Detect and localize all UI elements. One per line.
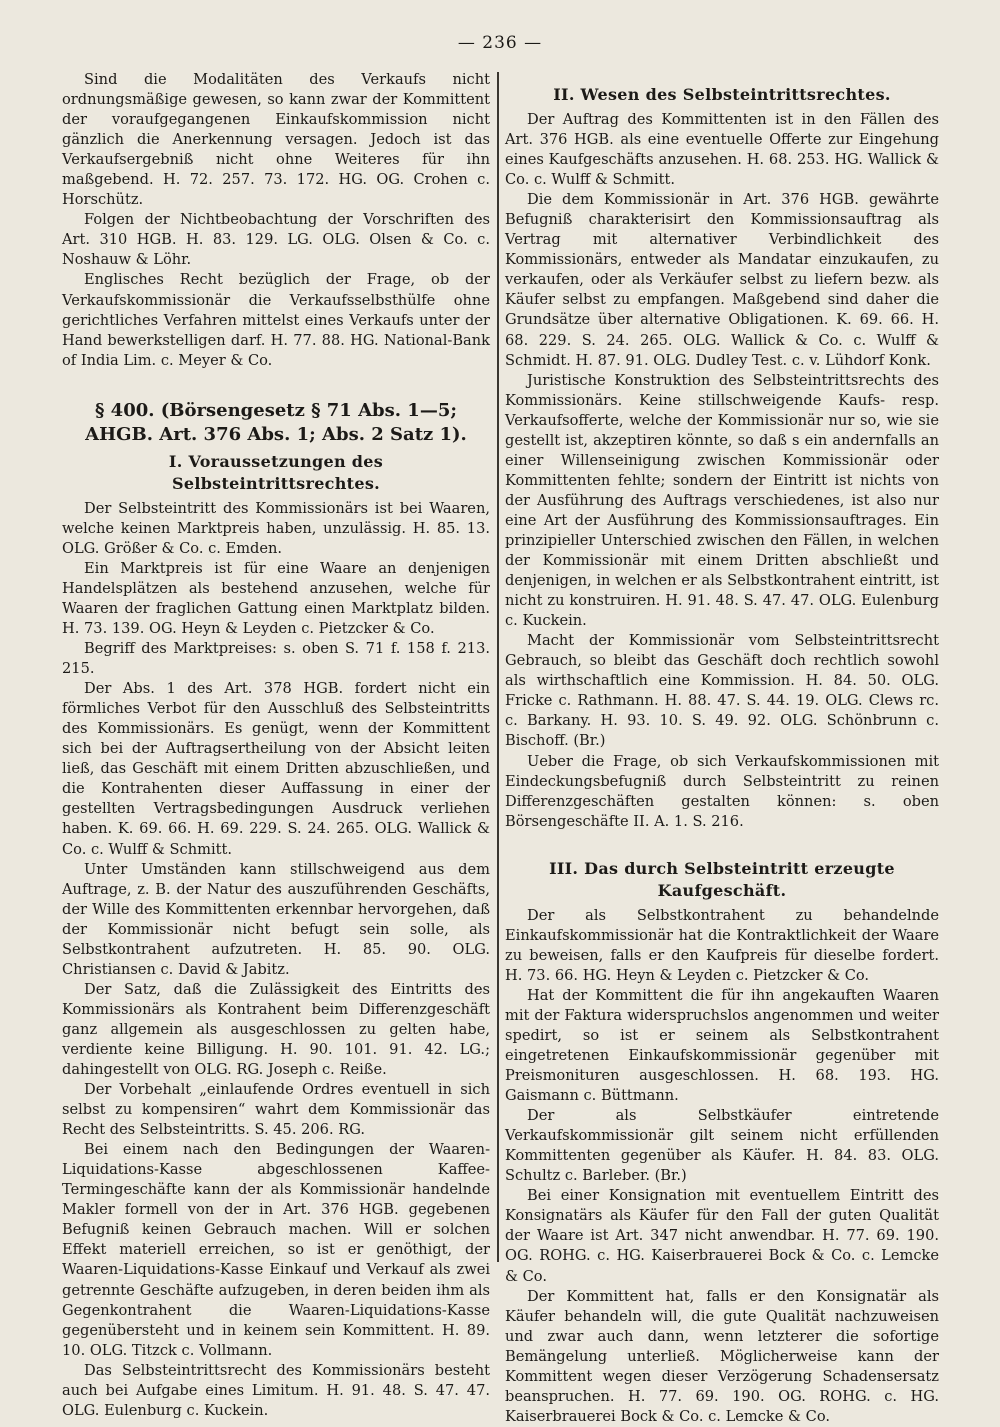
paragraph: Begriff des Marktpreises: s. oben S. 71 f. 158 f. 213. 215. (62, 640, 490, 678)
paragraph: Das Selbsteintrittsrecht des Kommissionärs besteht auch bei Aufgabe eines Limitum. H. 91. 48. S. 47. 47. OLG. Eulenburg c. Kuckein. (62, 1361, 490, 1419)
paragraph: Unter Umständen kann stillschweigend aus dem Auftrage, z. B. der Natur des auszuführenden Geschäfts, der Wille des Kommittenten erkennbar hervorgehen, daß der Kommissionär nicht befugt sein solle, als Selbstkontrahent aufzutreten. H. 85. 90. OLG. Christiansen c. David & Jabitz. (62, 860, 490, 978)
paragraph: Folgen der Nichtbeobachtung der Vorschriften des Art. 310 HGB. H. 83. 129. LG. OLG. Olsen & Co. c. Noshauw & Löhr. (62, 211, 490, 269)
left-column (62, 70, 490, 1421)
paragraph: Juristische Konstruktion des Selbsteintrittsrechts des Kommissionärs. Keine stillschweigende Kaufs- resp. Verkaufsofferte, welche der Kommissionär nur so, wie sie gestellt ist, akzeptiren könnte, so daß s ein andernfalls an einer Willenseinigung zwischen Kommissionär oder Kommittenten fehlte; sondern der Eintritt ist nichts von der Ausführung des Auftrags verschiedenes, ist also nur eine Art der Ausführung des Kommissionsauftrages. Ein prinzipieller Unterschied zwischen den Fällen, in welchen der Kommissionär mit einem Dritten abschließt und denjenigen, in welchen er als Selbstkontrahent eintritt, ist nicht zu konstruiren. H. 91. 48. S. 47. 47. OLG. Eulenburg c. Kuckein. (505, 371, 939, 630)
paragraph: Sind die Modalitäten des Verkaufs nicht ordnungsmäßige gewesen, so kann zwar der Kommittent der voraufgegangenen Einkaufskommission nicht gänzlich die Anerkennung versagen. Jedoch ist das Verkaufsergebniß nicht ohne Weiteres für ihn maßgebend. H. 72. 257. 73. 172. HG. OG. Crohen c. Horschütz. (62, 71, 490, 209)
paragraph: Bei einem nach den Bedingungen der Waaren-Liquidations-Kasse abgeschlossenen Kaffee-Termingeschäfte kann der als Kommissionär handelnde Makler formell von der in Art. 376 HGB. gegebenen Befugniß keinen Gebrauch machen. Will er solchen Effekt materiell erreichen, so ist er genöthigt, der Waaren-Liquidations-Kasse Einkauf und Verkauf als zwei getrennte Geschäfte aufzugeben, in deren beiden ihm als Gegenkontrahent die Waaren-Liquidations-Kasse gegenübersteht und in keinem sein Kommittent. H. 89. 10. OLG. Titzck c. Vollmann. (62, 1141, 490, 1359)
subsection-heading: I. Voraussetzungen des Selbsteintrittsrechtes. (168, 451, 384, 493)
column-divider (497, 72, 499, 1262)
paragraph: Der Selbsteintritt des Kommissionärs ist bei Waaren, welche keinen Marktpreis haben, unzulässig. H. 85. 13. OLG. Größer & Co. c. Emden. (62, 499, 490, 557)
paragraph: Hat der Kommittent die für ihn angekauften Waaren mit der Faktura widerspruchslos angenommen und weiter spedirt, so ist er seinem als Selbstkontrahent eingetretenen Einkaufskommissionär gegenüber mit Preismonituren ausgeschlossen. H. 68. 193. HG. Gaismann c. Büttmann. (505, 986, 939, 1105)
paragraph: Macht der Kommissionär vom Selbsteintrittsrecht Gebrauch, so bleibt das Geschäft doch rechtlich sowohl als wirthschaftlich eine Kommission. H. 84. 50. OLG. Fricke c. Rathmann. H. 88. 47. S. 44. 19. OLG. Clews rc. c. Barkany. H. 93. 10. S. 49. 92. OLG. Schönbrunn c. Bischoff. (Br.) (505, 632, 939, 750)
paragraph: Ein Marktpreis ist für eine Waare an denjenigen Handelsplätzen als bestehend anzusehen, welche für Waaren der fraglichen Gattung einen Marktplatz bilden. H. 73. 139. OG. Heyn & Leyden c. Pietzcker & Co. (62, 559, 490, 637)
paragraph: Der Auftrag des Kommittenten ist in den Fällen des Art. 376 HGB. als eine eventuelle Offerte zur Eingehung eines Kaufgeschäfts anzusehen. H. 68. 253. HG. Wallick & Co. c. Wulff & Schmitt. (505, 111, 939, 189)
paragraph: Der Kommittent hat, falls er den Konsignatär als Käufer behandeln will, die gute Qualität nachzuweisen und zwar auch dann, wenn letzterer die sofortige Bemängelung unterließ. Möglicherweise kann der Kommittent wegen dieser Verzögerung Schadensersatz beanspruchen. H. 77. 69. 190. OG. ROHG. c. HG. Kaiserbrauerei Bock & Co. c. Lemcke & Co. (505, 1287, 939, 1425)
paragraph: Der Satz, daß die Zulässigkeit des Eintritts des Kommissionärs als Kontrahent beim Differenzgeschäft ganz allgemein als ausgeschlossen zu gelten habe, verdiente keine Billigung. H. 90. 101. 91. 42. LG.; dahingestellt von OLG. RG. Joseph c. Reiße. (62, 980, 490, 1079)
paragraph: Der als Selbstkäufer eintretende Verkaufskommissionär gilt seinem nicht erfüllenden Kommittenten gegenüber als Käufer. H. 84. 83. OLG. Schultz c. Barleber. (Br.) (505, 1107, 939, 1185)
paragraph: Der Vorbehalt „einlaufende Ordres eventuell in sich selbst zu kompensiren“ wahrt dem Kommissionär das Recht des Selbsteintritts. S. 45. 206. RG. (62, 1081, 490, 1139)
right-column (505, 84, 939, 1427)
paragraph: Die dem Kommissionär in Art. 376 HGB. gewährte Befugniß charakterisirt den Kommissionsauftrag als Vertrag mit alternativer Verbindlichkeit des Kommissionärs, entweder als Mandatar einzukaufen, zu verkaufen, oder als Verkäufer selbst zu liefern bezw. als Käufer selbst zu empfangen. Maßgebend sind daher die Grundsätze über alternative Obligationen. K. 69. 66. H. 68. 229. S. 24. 265. OLG. Wallick & Co. c. Wulff & Schmidt. H. 87. 91. OLG. Dudley Test. c. v. Lühdorf Konk. (505, 191, 939, 369)
section-heading: § 400. (Börsengesetz § 71 Abs. 1—5; AHGB. Art. 376 Abs. 1; Abs. 2 Satz 1). (85, 399, 467, 445)
paragraph: Der als Selbstkontrahent zu behandelnde Einkaufskommissionär hat die Kontraktlichkeit der Waare zu beweisen, falls er den Kaufpreis für dieselbe fordert. H. 73. 66. HG. Heyn & Leyden c. Pietzcker & Co. (505, 906, 939, 984)
paragraph: Der Abs. 1 des Art. 378 HGB. fordert nicht ein förmliches Verbot für den Ausschluß des Selbsteintritts des Kommissionärs. Es genügt, wenn der Kommittent sich bei der Auftragsertheilung von der Absicht leiten ließ, das Geschäft mit einem Dritten abzuschließen, und die Kontrahenten dieser Auffassung in einer der gestellten Vertragsbedingungen Ausdruck verliehen haben. K. 69. 66. H. 69. 229. S. 24. 265. OLG. Wallick & Co. c. Wulff & Schmitt. (62, 680, 490, 858)
subsection-heading: II. Wesen des Selbsteintrittsrechtes. (553, 85, 891, 104)
paragraph: Ueber die Frage, ob sich Verkaufskommissionen mit Eindeckungsbefugniß durch Selbsteintritt zu reinen Differenzgeschäften gestalten können: s. oben Börsengeschäfte II. A. 1. S. 216. (505, 752, 939, 830)
page-number: — 236 — (457, 33, 543, 53)
paragraph: Bei einer Konsignation mit eventuellem Eintritt des Konsignatärs als Käufer für den Fall der guten Qualität der Waare ist Art. 347 nicht anwendbar. H. 77. 69. 190. OG. ROHG. c. HG. Kaiserbrauerei Bock & Co. c. Lemcke & Co. (505, 1187, 939, 1285)
subsection-heading: III. Das durch Selbsteintritt erzeugte Kaufgeschäft. (549, 858, 895, 900)
paragraph: Englisches Recht bezüglich der Frage, ob der Verkaufskommissionär die Verkaufsselbsthülfe ohne gerichtliches Verfahren mittelst eines Verkaufs unter der Hand bewerkstelligen darf. H. 77. 88. HG. National-Bank of India Lim. c. Meyer & Co. (62, 271, 490, 369)
